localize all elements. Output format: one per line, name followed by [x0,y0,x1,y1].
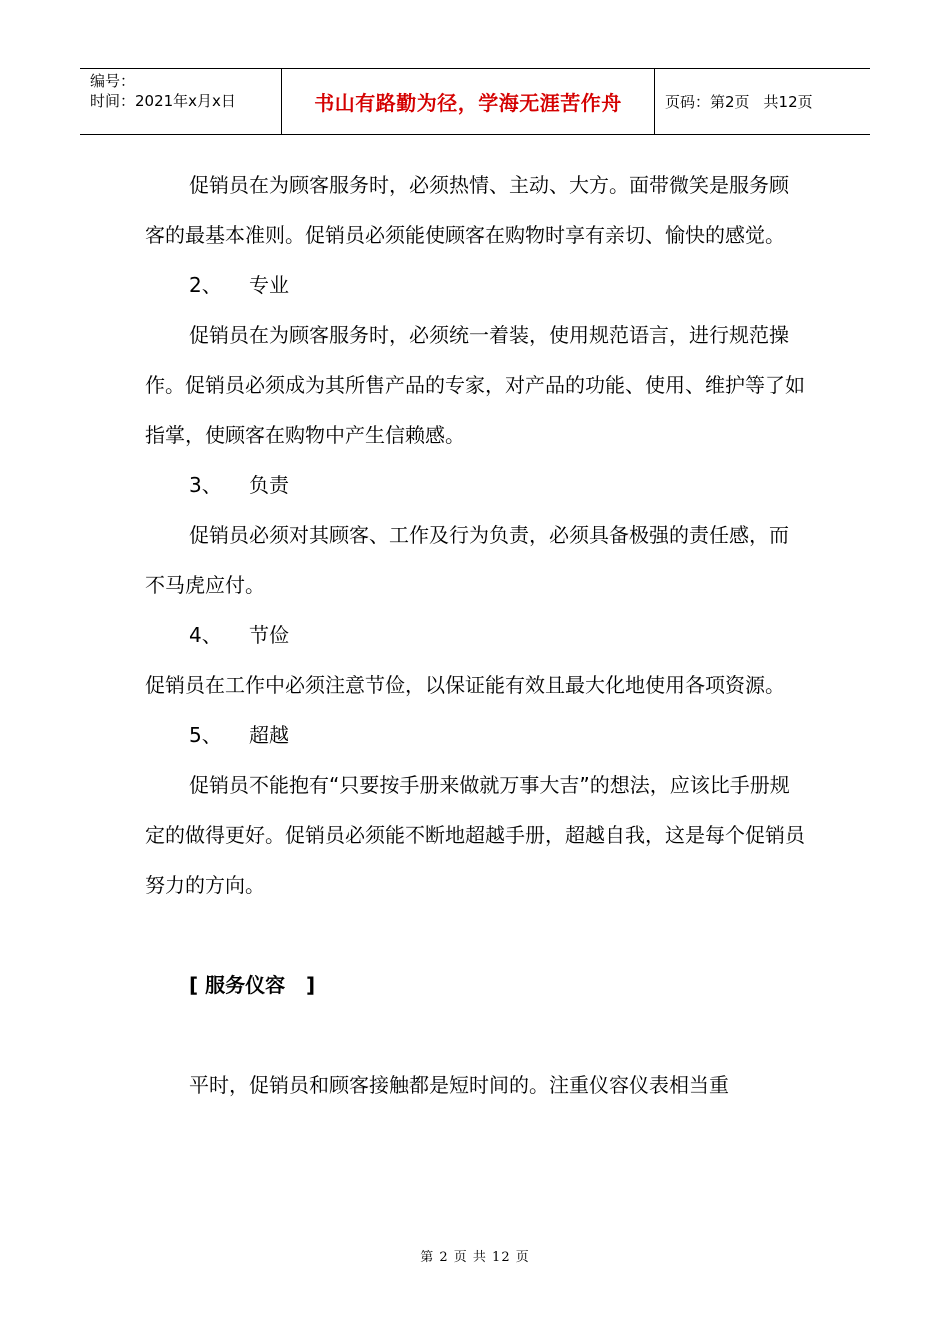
paragraph-appearance: 平时，促销员和顾客接触都是短时间的。注重仪容仪表相当重 [189,1073,729,1097]
header-page-total: 共12页 [763,93,813,111]
header-page-number: 页码：第2页 [665,93,750,111]
heading-professional [145,260,805,310]
page-header [80,68,870,135]
paragraph-responsible: 促销员必须对其顾客、工作及行为负责，必须具备极强的责任感，而不马虎应付。 [145,523,789,597]
heading-number: 3、 [189,473,222,497]
header-page-info [655,69,870,134]
paragraph-thrifty: 促销员在工作中必须注意节俭，以保证能有效且最大化地使用各项资源。 [145,673,785,697]
heading-title: 节俭 [249,623,289,647]
document-body [145,160,805,1110]
heading-surpass [145,710,805,760]
page-footer: 第 2 页 共 12 页 [420,1250,530,1265]
header-meta [80,69,282,134]
heading-number: 4、 [189,623,222,647]
paragraph-service-attitude: 促销员在为顾客服务时，必须热情、主动、大方。面带微笑是服务顾客的最基本准则。促销员必须能使顾客在购物时享有亲切、愉快的感觉。 [145,173,789,247]
paragraph-surpass: 促销员不能抱有“只要按手册来做就万事大吉”的想法，应该比手册规定的做得更好。促销员必须能不断地超越手册，超越自我，这是每个促销员努力的方向。 [145,773,805,897]
heading-title: 专业 [249,273,289,297]
header-motto: 书山有路勤为径，学海无涯苦作舟 [282,69,655,134]
section-title-appearance: [ 服务仪容 ] [189,973,316,997]
heading-number: 5、 [189,723,222,747]
heading-thrifty [145,610,805,660]
paragraph-professional: 促销员在为顾客服务时，必须统一着装，使用规范语言，进行规范操作。促销员必须成为其所售产品的专家，对产品的功能、使用、维护等了如指掌，使顾客在购物中产生信赖感。 [145,323,805,447]
document-number-label: 编号： [90,72,136,90]
heading-number: 2、 [189,273,222,297]
heading-title: 负责 [249,473,289,497]
heading-responsible [145,460,805,510]
heading-title: 超越 [249,723,289,747]
document-date-label: 时间：2021年x月x日 [90,92,236,110]
